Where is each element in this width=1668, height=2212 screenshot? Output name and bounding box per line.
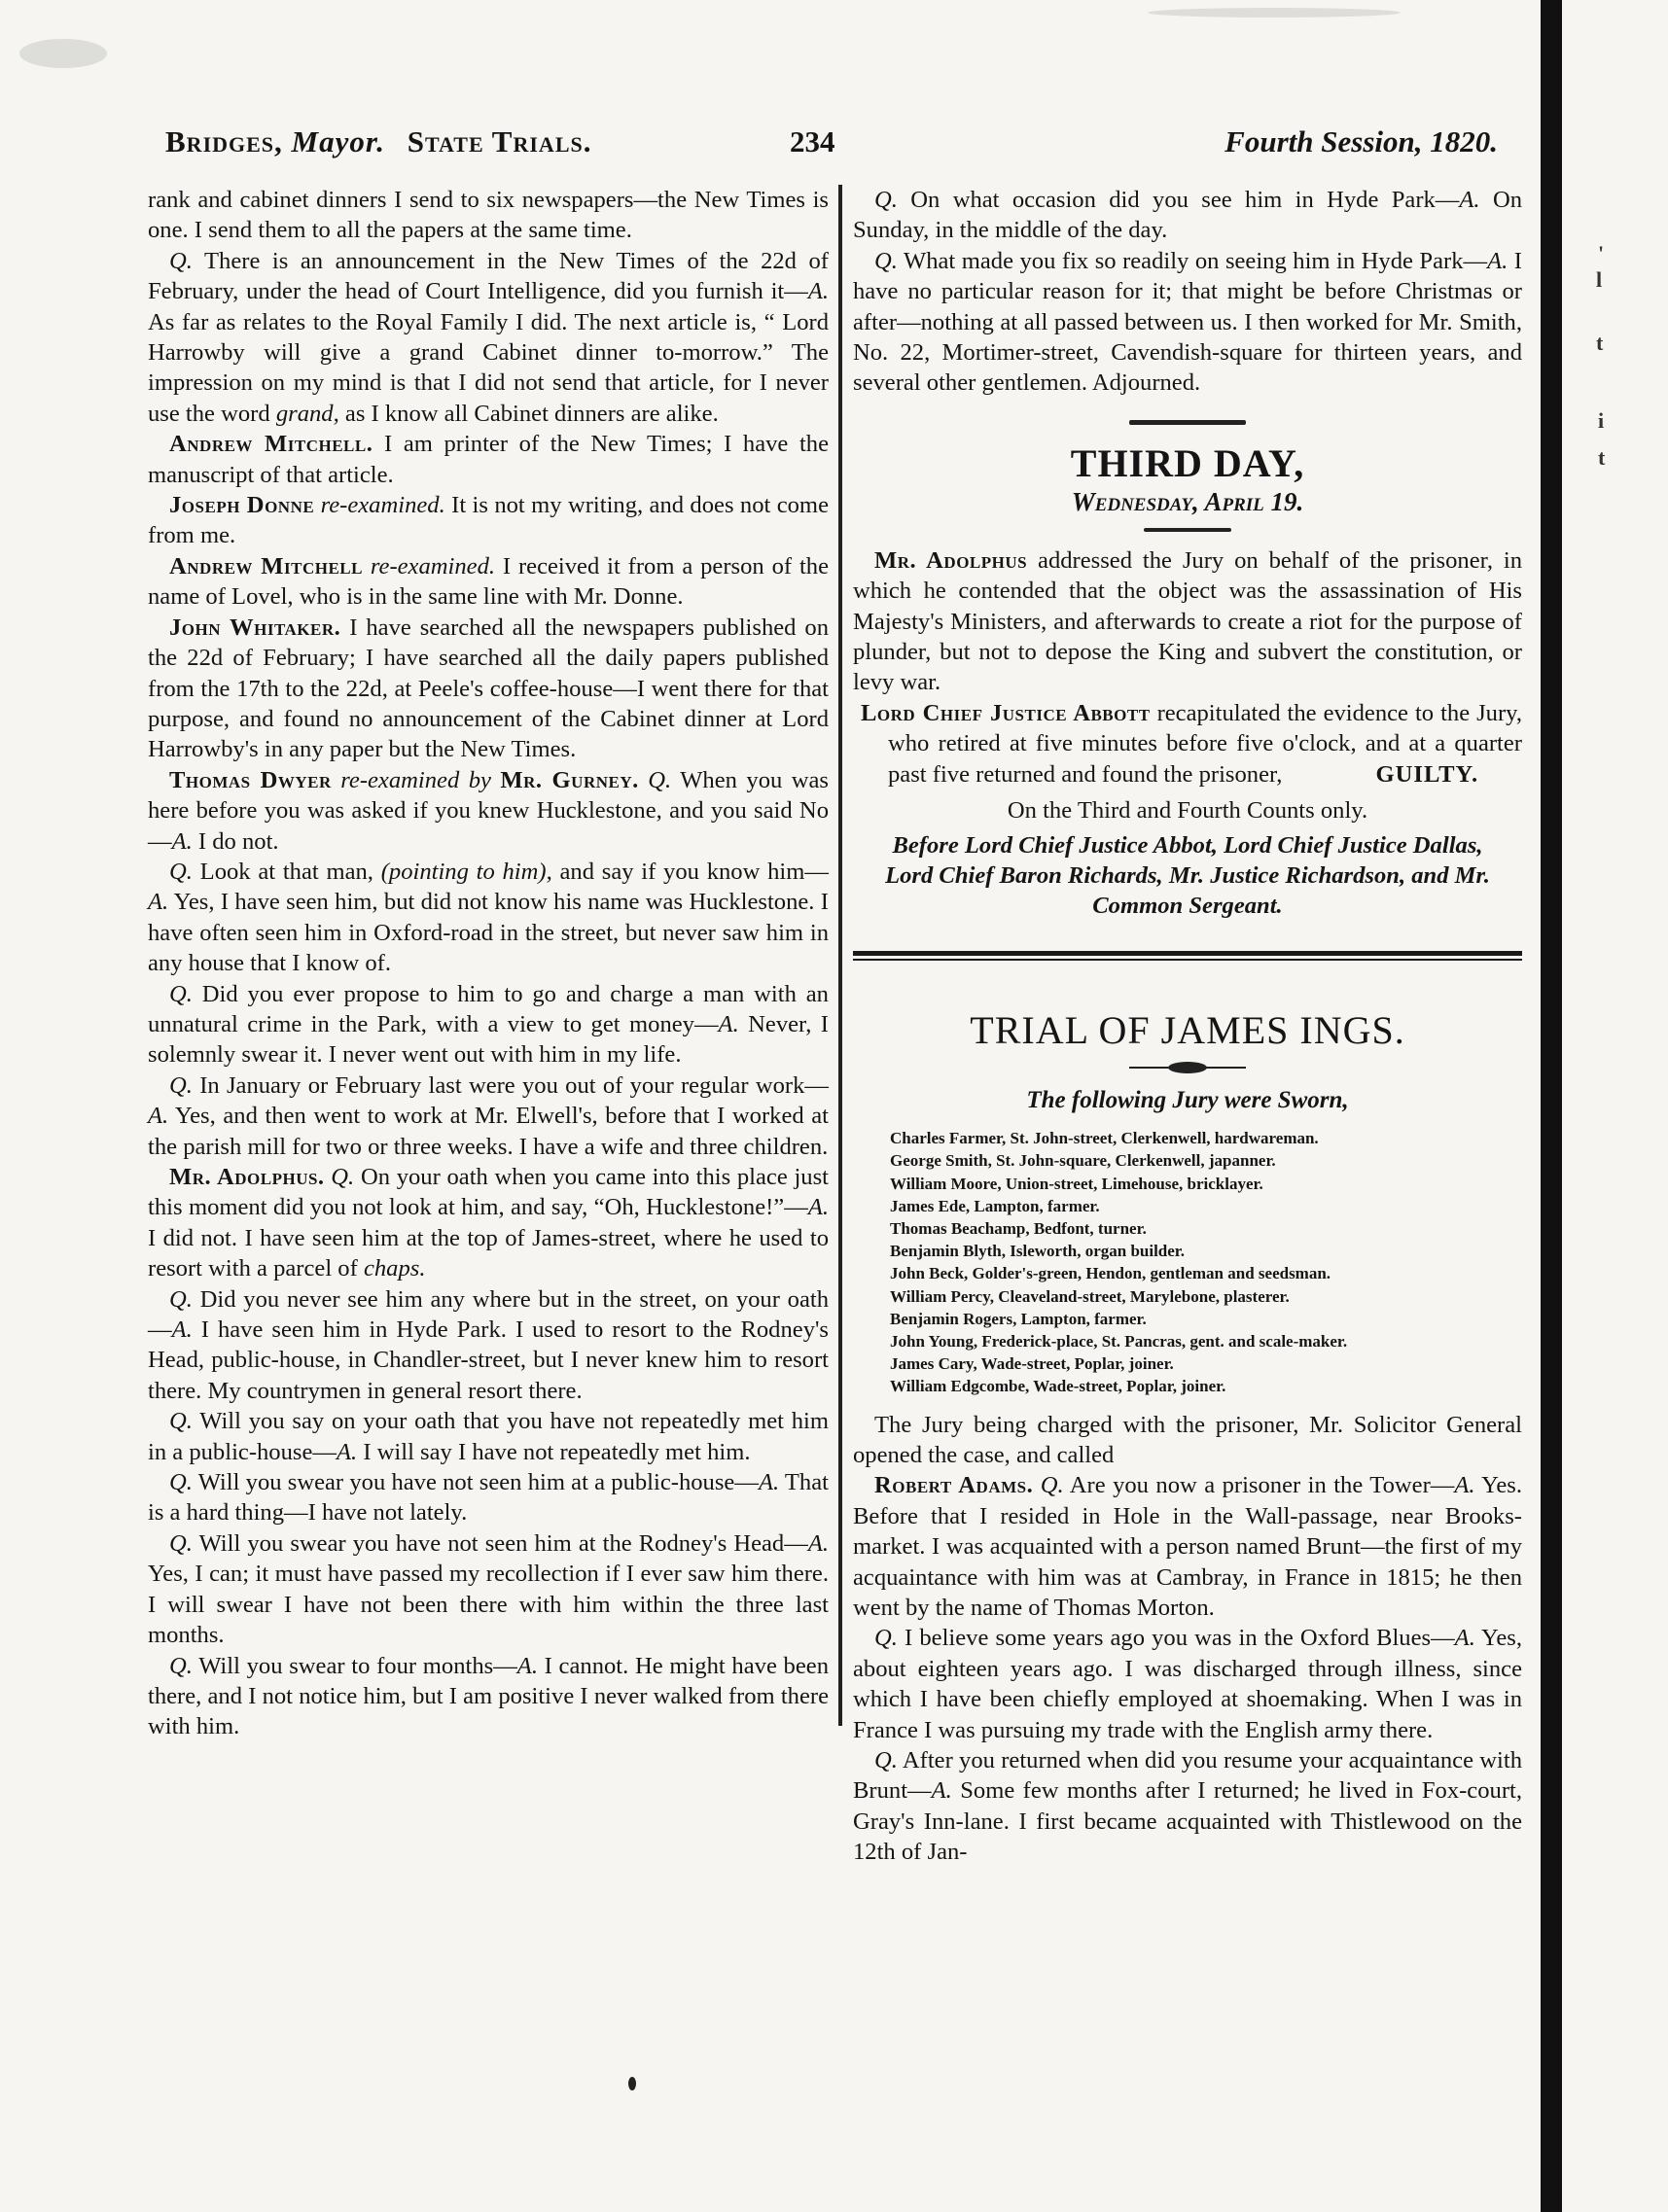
question-marker: Q.	[169, 1469, 193, 1496]
paragraph	[148, 1406, 829, 1467]
jury-heading: The following Jury were Sworn,	[1026, 1086, 1349, 1113]
paragraph	[853, 1470, 1522, 1623]
paragraph-text: As far as relates to the Royal Family I did. The next article is, “ Lord Harrowby will give a grand Cabinet dinner to-morrow.” The impression on my mind is that I did not send that article, for I never use the word	[148, 308, 829, 427]
paragraph	[148, 185, 829, 246]
question-marker: Q.	[169, 1285, 193, 1313]
speaker-name: Lord Chief Justice Abbott	[861, 699, 1151, 726]
paragraph-text: I have searched all the newspapers published on the 22d of February; I have searched all the daily papers published from the 17th to the 22d, at Peele's coffee-house—I went there for that purpose, and found no announcement of the Cabinet dinner at Lord Harrowby's in any paper but the New Times.	[148, 614, 830, 763]
paragraph	[853, 246, 1522, 399]
juror: Benjamin Rogers, Lampton, farmer.	[890, 1309, 1147, 1328]
paragraph-text: I received it from a person of the name of Lovel, who is in the same line with Mr. Donne.	[148, 552, 829, 611]
day-heading: THIRD DAY,	[1070, 440, 1305, 485]
paragraph-text: Yes. Before that I resided in Hole in the Wall-passage, near Brooks-market. I was acquainted with a person named Brunt—the first of my acquaintance with him was at Cambray, in France in 1815; he then went by the name of Thomas Morton.	[853, 1472, 1523, 1621]
question-marker: Q.	[169, 980, 193, 1007]
paragraph-text: When you was here before you was asked if you knew Hucklestone, and you said No—	[148, 766, 830, 855]
paragraph-text: as I know all Cabinet dinners are alike.	[344, 400, 719, 427]
paragraph-text: Will you swear you have not seen him at a public-house—	[197, 1469, 759, 1496]
paragraph	[148, 1071, 829, 1162]
answer-marker: A.	[807, 278, 829, 305]
paragraph	[853, 185, 1522, 246]
paragraph-text: Did you never see him any where but in the street, on your oath—	[148, 1285, 829, 1344]
paragraph	[148, 857, 829, 979]
answer-marker: A.	[718, 1010, 739, 1037]
question-marker: Q.	[874, 247, 898, 274]
answer-marker: A.	[148, 1103, 169, 1130]
paragraph-text: There is an announcement in the New Times of the 22d of February, under the head of Court Intelligence, did you furnish it—	[148, 247, 829, 305]
page-number: 234	[790, 124, 835, 158]
double-rule	[853, 951, 1522, 961]
speaker-name: Thomas Dwyer	[169, 766, 332, 793]
emphasis: chaps.	[363, 1255, 426, 1282]
ornament-rule	[1129, 1062, 1246, 1073]
paragraph-text: I did not. I have seen him at the top of James-street, where he used to resort with a parcel of	[148, 1224, 829, 1282]
section-rule	[1129, 420, 1246, 425]
answer-marker: A.	[758, 1469, 780, 1496]
answer-marker: A.	[1487, 247, 1508, 274]
margin-bleed-1: '	[1598, 241, 1605, 265]
question-marker: Q.	[648, 766, 672, 793]
paragraph	[148, 1651, 829, 1742]
juror: Thomas Beachamp, Bedfont, turner.	[890, 1218, 1147, 1238]
paragraph-verdict	[853, 698, 1522, 790]
paragraph-text: I do not.	[197, 827, 279, 855]
question-marker: Q.	[169, 1652, 193, 1679]
speaker-name: John Whitaker.	[169, 614, 341, 641]
judges-note: Before Lord Chief Justice Abbot, Lord Chief Justice Dallas, Lord Chief Baron Richards, Mr. Justice Richardson, and Mr. Common Sergeant.	[885, 831, 1490, 920]
paragraph-text: In January or February last were you out of your regular work—	[199, 1071, 830, 1099]
margin-bleed-5: t	[1598, 445, 1606, 470]
paragraph	[148, 613, 829, 765]
header-state-trials: State Trials.	[407, 124, 592, 158]
paragraph-text: On your oath when you came into this place just this moment did you not look at him, and say, “Oh, Hucklestone!”—	[148, 1164, 830, 1221]
paragraph-text: Look at that man,	[199, 858, 373, 885]
speaker-name: Mr. Adolphus	[874, 546, 1028, 574]
paragraph-text: Yes, and then went to work at Mr. Elwell's, before that I worked at the parish mill for two or three weeks. I have a wife and three children.	[148, 1103, 829, 1160]
speaker-name: Andrew Mitchell	[169, 552, 363, 579]
question-marker: Q.	[169, 1408, 193, 1435]
paragraph	[148, 1284, 829, 1407]
paragraph-text: After you returned when did you resume your acquaintance with Brunt—	[853, 1747, 1523, 1805]
question-marker: Q.	[169, 1529, 193, 1557]
margin-bleed-3: t	[1596, 331, 1604, 355]
header-mayor-role: Mayor.	[291, 124, 385, 158]
paragraph-text: It is not my writing, and does not come from me.	[148, 492, 829, 549]
running-header	[165, 124, 1498, 171]
juror: Benjamin Blyth, Isleworth, organ builder.	[890, 1242, 1186, 1261]
answer-marker: A.	[807, 1194, 829, 1221]
paragraph	[853, 1410, 1522, 1471]
juror: James Ede, Lampton, farmer.	[890, 1196, 1100, 1215]
paragraph-text: I cannot. He might have been there, and I not notice him, but I am positive I never walked from there with him.	[148, 1652, 829, 1740]
page-gutter-shadow	[1541, 0, 1562, 2212]
header-right: Fourth Session, 1820.	[1224, 124, 1498, 158]
juror: Charles Farmer, St. John-street, Clerkenwell, hardwareman.	[890, 1129, 1319, 1148]
paragraph-text: Some few months after I returned; he lived in Fox-court, Gray's Inn-lane. I first became acquainted with Thistlewood on the 12th of Jan-	[853, 1777, 1522, 1866]
answer-marker: A.	[516, 1652, 538, 1679]
question-marker: Q.	[874, 187, 898, 213]
paragraph	[148, 429, 829, 490]
juror: William Moore, Union-street, Limehouse, bricklayer.	[890, 1174, 1263, 1193]
speaker-name: Robert Adams.	[874, 1472, 1034, 1499]
emphasis: (pointing to him),	[380, 858, 552, 885]
juror: William Percy, Cleaveland-street, Marylebone, plasterer.	[890, 1286, 1290, 1306]
question-marker: Q.	[1040, 1472, 1064, 1499]
paragraph-text: Did you ever propose to him to go and charge a man with an unnatural crime in the Park, with a view to get money—	[148, 980, 829, 1037]
speaker-name: Mr. Gurney.	[500, 766, 639, 793]
paragraph	[148, 765, 829, 857]
paragraph-text: That is a hard thing—I have not lately.	[148, 1469, 829, 1527]
paragraph-text: Yes, I have seen him, but did not know his name was Hucklestone. I have often seen him in Oxford-road in the street, but never saw him in any house that I know of.	[148, 889, 829, 977]
question-marker: Q.	[169, 247, 193, 274]
paragraph-text: and say if you know him—	[559, 858, 829, 885]
paragraph	[148, 246, 829, 429]
question-marker: Q.	[874, 1747, 898, 1774]
paragraph	[148, 1467, 829, 1528]
speaker-name: Joseph Donne	[169, 492, 315, 519]
answer-marker: A.	[171, 1317, 193, 1344]
paragraph	[853, 1745, 1522, 1868]
juror: William Edgcombe, Wade-street, Poplar, joiner.	[890, 1377, 1226, 1396]
paragraph	[853, 545, 1522, 698]
juror: James Cary, Wade-street, Poplar, joiner.	[890, 1354, 1174, 1374]
speaker-name: Mr. Adolphus.	[169, 1164, 325, 1190]
jury-list	[853, 1127, 1522, 1397]
paragraph-text: On Sunday, in the middle of the day.	[853, 187, 1522, 244]
juror: George Smith, St. John-square, Clerkenwell, japanner.	[890, 1151, 1276, 1171]
answer-marker: A.	[931, 1777, 952, 1805]
paragraph-text: Yes, about eighteen years ago. I was discharged through illness, since which I have been chiefly employed at shoemaking. When I was in France I was pursuing my trade with the English army there.	[853, 1625, 1522, 1743]
paragraph-text: I have seen him in Hyde Park. I used to resort to the Rodney's Head, public-house, in Chandler-street, but I never knew him to resort there. My countrymen in general resort there.	[148, 1317, 829, 1404]
paragraph-text: I have no particular reason for it; that might be before Christmas or after—nothing at all passed between us. I then worked for Mr. Smith, No. 22, Mortimer-street, Cavendish-square for thirteen years, and several other gentlemen. Adjourned.	[853, 247, 1522, 397]
paragraph-text: addressed the Jury on behalf of the prisoner, in which he contended that the object was the assassination of His Majesty's Ministers, and afterwards to create a riot for the purpose of plunder, but not to depose the King and subvert the constitution, or levy war.	[853, 546, 1522, 696]
column-divider	[838, 185, 842, 1726]
answer-marker: A.	[1454, 1472, 1475, 1499]
answer-marker: A.	[1454, 1625, 1475, 1652]
header-mayor-name: Bridges,	[165, 124, 283, 158]
paragraph	[148, 1162, 829, 1284]
section-rule	[1144, 528, 1231, 532]
speaker-name: Andrew Mitchell.	[169, 431, 373, 458]
paragraph-text: rank and cabinet dinners I send to six newspapers—the New Times is one. I send them to all the papers at the same time.	[148, 187, 829, 244]
left-column	[148, 185, 829, 1742]
paragraph	[148, 551, 829, 613]
day-date: Wednesday, April 19.	[1071, 486, 1304, 516]
margin-bleed-4: i	[1598, 408, 1605, 433]
paragraph-text: Yes, I can; it must have passed my recollection if I ever saw him there. I will swear I have not been there with him within the three last months.	[148, 1561, 829, 1649]
question-marker: Q.	[874, 1625, 898, 1652]
ink-dot	[628, 2077, 636, 2090]
paragraph-text: On what occasion did you see him in Hyde Park—	[910, 187, 1460, 213]
juror: John Beck, Golder's-green, Hendon, gentleman and seedsman.	[890, 1264, 1331, 1283]
header-left	[165, 124, 591, 159]
paragraph-text: Will you swear to four months—	[198, 1652, 517, 1679]
paragraph-text: recapitulated the evidence to the Jury, who retired at five minutes before five o'clock, and at a quarter past five returned and found the prisoner,	[888, 699, 1523, 788]
answer-marker: A.	[171, 827, 193, 855]
paragraph-text: I am printer of the New Times; I have the manuscript of that article.	[148, 431, 829, 488]
paragraph-text: I believe some years ago you was in the Oxford Blues—	[905, 1625, 1455, 1652]
paragraph-text: The Jury being charged with the prisoner, Mr. Solicitor General opened the case, and called	[853, 1411, 1522, 1468]
verdict: GUILTY.	[1375, 760, 1479, 788]
stage-note: re-examined.	[320, 492, 445, 519]
juror: John Young, Frederick-place, St. Pancras, gent. and scale-maker.	[890, 1331, 1348, 1351]
scan-smudge	[1148, 8, 1401, 18]
paragraph-text: Never, I solemnly swear it. I never went out with him in my life.	[148, 1010, 829, 1069]
paragraph	[148, 979, 829, 1071]
paragraph-text: Will you say on your oath that you have not repeatedly met him in a public-house—	[148, 1408, 829, 1465]
answer-marker: A.	[148, 889, 169, 916]
counts-note: On the Third and Fourth Counts only.	[1007, 797, 1368, 825]
paragraph	[148, 1528, 829, 1651]
paragraph	[853, 1623, 1522, 1745]
stage-note: re-examined.	[370, 552, 496, 579]
paragraph-text: What made you fix so readily on seeing him in Hyde Park—	[903, 247, 1488, 274]
stage-note: re-examined by	[340, 766, 491, 793]
question-marker: Q.	[169, 858, 193, 885]
paragraph-text: I will say I have not repeatedly met him.	[363, 1438, 751, 1465]
answer-marker: A.	[807, 1529, 829, 1557]
margin-bleed-2: l	[1596, 267, 1603, 292]
question-marker: Q.	[331, 1164, 355, 1190]
scan-smudge	[19, 39, 107, 68]
question-marker: Q.	[169, 1071, 193, 1099]
emphasis: grand,	[275, 400, 339, 427]
paragraph-text: Are you now a prisoner in the Tower—	[1069, 1472, 1455, 1499]
right-column	[853, 185, 1522, 1868]
answer-marker: A.	[336, 1438, 358, 1465]
paragraph	[148, 490, 829, 551]
trial-title: TRIAL OF JAMES INGS.	[970, 1007, 1405, 1052]
paragraph-text: Will you swear you have not seen him at the Rodney's Head—	[198, 1529, 808, 1557]
answer-marker: A.	[1459, 187, 1480, 213]
